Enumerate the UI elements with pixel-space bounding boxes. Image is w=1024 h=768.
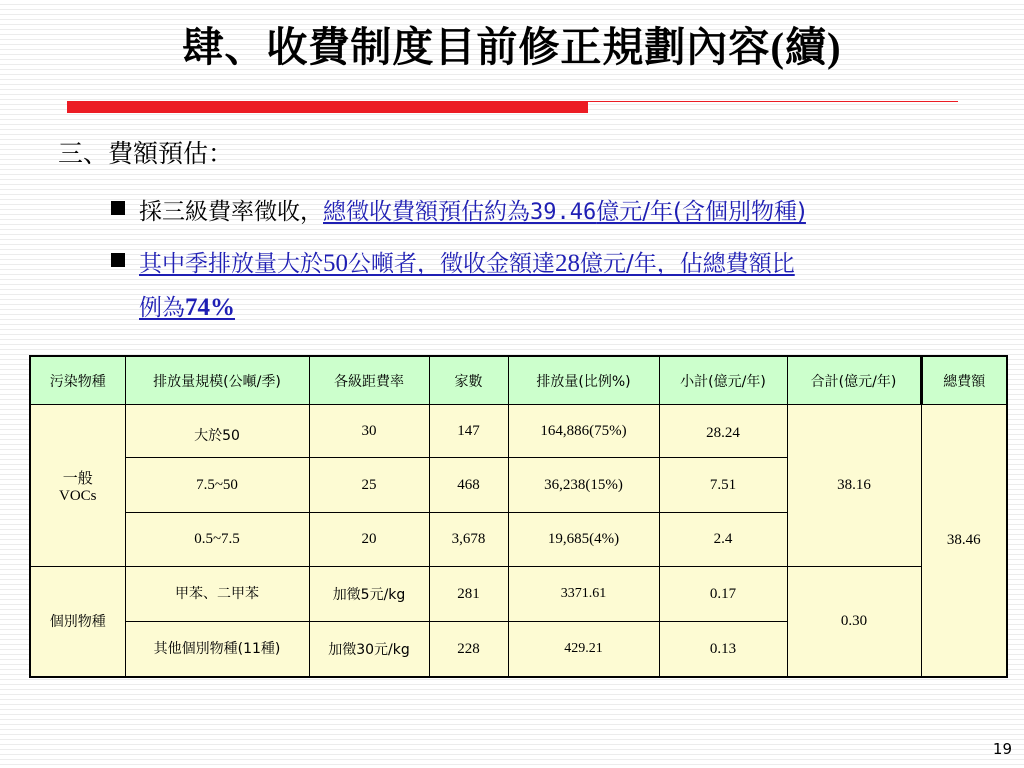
header-count: 家數 [429,356,508,405]
cell-subtotal: 0.17 [659,566,787,621]
bullet-2-number-1: 50 [323,250,348,277]
header-total: 合計(億元/年) [787,356,921,405]
table-row [30,405,1007,458]
cell-rate: 25 [309,458,429,512]
title-underline-bar [67,101,588,113]
bullet-2-link-cont[interactable] [139,295,235,321]
bullet-1-link[interactable] [323,199,806,225]
cell-grand-total: 38.46 [921,405,1007,677]
bullet-2-text-c: 億元/年，佔總費額比 [580,251,795,277]
cell-subtotal: 28.24 [659,405,787,458]
bullet-2-line-1 [139,245,795,278]
group-cell-voc [30,405,125,567]
bullet-2-line-2 [139,289,235,322]
header-subtotal: 小計(億元/年) [659,356,787,405]
cell-scale: 7.5~50 [125,458,309,512]
header-pollutant: 污染物種 [30,356,125,405]
bullet-1-link-text-b: 億元/年(含個別物種) [596,199,806,225]
cell-rate: 加徵30元/kg [309,622,429,677]
cell-species-total: 0.30 [787,566,921,677]
bullet-2-link[interactable] [139,251,795,277]
cell-scale: 大於50 [125,405,309,458]
header-rate: 各級距費率 [309,356,429,405]
bullet-1-link-number: 39.46 [530,200,597,225]
bullet-1-link-text-a: 總徵收費額預估約為 [323,199,530,225]
cell-emission: 36,238(15%) [508,458,659,512]
cell-scale: 甲苯、二甲苯 [125,566,309,621]
cell-emission: 164,886(75%) [508,405,659,458]
cell-scale: 其他個別物種(11種) [125,622,309,677]
header-scale: 排放量規模(公噸/季) [125,356,309,405]
bullet-2-text-d: 例為 [139,295,185,321]
cell-subtotal: 2.4 [659,512,787,566]
cell-emission: 19,685(4%) [508,512,659,566]
page-number: 19 [992,740,1012,758]
cell-emission: 3371.61 [508,566,659,621]
bullet-2-percent: 74% [185,294,235,321]
cell-emission: 429.21 [508,622,659,677]
bullet-2-text-b: 公噸者，徵收金額達 [348,251,555,277]
section-heading: 三、費額預估： [58,139,234,168]
cell-count: 3,678 [429,512,508,566]
table-header-row [30,356,1007,405]
slide-title-paren-close: ) [827,24,842,70]
slide-title [0,14,1024,73]
header-grand-total: 總費額 [921,356,1007,405]
bullet-1-plain: 採三級費率徵收， [139,199,323,225]
title-underline-thin [588,101,958,102]
group-voc-line1: 一般 [62,470,93,487]
cell-count: 468 [429,458,508,512]
header-emission: 排放量(比例%) [508,356,659,405]
cell-count: 281 [429,566,508,621]
cell-scale: 0.5~7.5 [125,512,309,566]
table-row [30,566,1007,621]
cell-rate: 加徵5元/kg [309,566,429,621]
slide-title-main: 肆、收費制度目前修正規劃內容 [182,23,771,71]
slide-title-suffix: 續 [785,23,827,71]
square-bullet-icon [111,201,125,215]
cell-count: 228 [429,622,508,677]
fee-estimate-table [29,355,1008,678]
bullet-2-text-a: 其中季排放量大於 [139,251,323,277]
cell-rate: 30 [309,405,429,458]
bullet-1 [139,193,806,226]
square-bullet-icon [111,253,125,267]
group-cell-species: 個別物種 [30,566,125,677]
slide-title-paren-open: ( [770,24,785,70]
cell-voc-total: 38.16 [787,405,921,567]
cell-rate: 20 [309,512,429,566]
cell-subtotal: 7.51 [659,458,787,512]
group-voc-line2: VOCs [58,487,97,504]
cell-count: 147 [429,405,508,458]
cell-subtotal: 0.13 [659,622,787,677]
bullet-2-number-2: 28 [555,250,580,277]
